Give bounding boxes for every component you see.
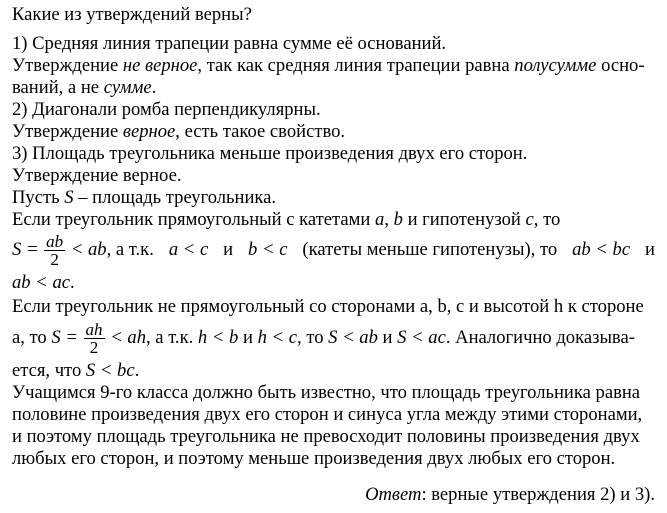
- statement-1-verdict-cont: ваний, а не сумме.: [12, 77, 157, 98]
- question-title: Какие из утверждений верны?: [12, 4, 252, 25]
- statement-2-verdict: Утверждение верное, есть такое свойство.: [12, 121, 346, 142]
- paragraph-line-3: и поэтому площадь треугольника не превосходит половины произведения двух: [12, 426, 640, 447]
- fraction-ah-2: $\frac{ah}{2}$: [85, 320, 103, 358]
- formula-line-2-cont: ется, что S < bc.: [12, 360, 140, 381]
- right-triangle-case: Если треугольник прямоугольный с катетами a, b и гипотенузой c, то: [12, 209, 561, 230]
- formula-line-1-cont: ab < ac.: [12, 272, 75, 293]
- statement-1-verdict: Утверждение не верное, так как средняя линия трапеции равна полусумме осно-: [12, 55, 645, 76]
- answer: Ответ: верные утверждения 2) и 3).: [365, 484, 655, 505]
- statement-3-verdict: Утверждение верное.: [12, 165, 182, 186]
- non-right-triangle-case: Если треугольник не прямоугольный со сторонами a, b, c и высотой h к стороне: [12, 296, 644, 317]
- statement-1: 1) Средняя линия трапеции равна сумме её оснований.: [12, 33, 447, 54]
- formula-line-1: S = $\frac{ab}{2}$ < ab, а т.к. a < c и b < c (катеты меньше гипотенузы), то ab < bc и: [12, 232, 655, 270]
- paragraph-line-4: любых его сторон, и поэтому меньше произведения двух любых его сторон.: [12, 448, 616, 469]
- fraction-ab-2: $\frac{ab}{2}$: [46, 232, 64, 270]
- statement-3: 3) Площадь треугольника меньше произведения двух его сторон.: [12, 143, 528, 164]
- let-s: Пусть S – площадь треугольника.: [12, 187, 277, 208]
- paragraph-line-1: Учащимся 9-го класса должно быть известно, что площадь треугольника равна: [12, 382, 641, 403]
- paragraph-line-2: половине произведения двух его сторон и синуса угла между этими сторонами,: [12, 404, 643, 425]
- statement-2: 2) Диагонали ромба перпендикулярны.: [12, 99, 321, 120]
- formula-line-2: a, то S = $\frac{ah}{2}$ < ah, а т.к. h < b и h < c, то S < ab и S < ac. Аналогично доказыва-: [12, 320, 635, 358]
